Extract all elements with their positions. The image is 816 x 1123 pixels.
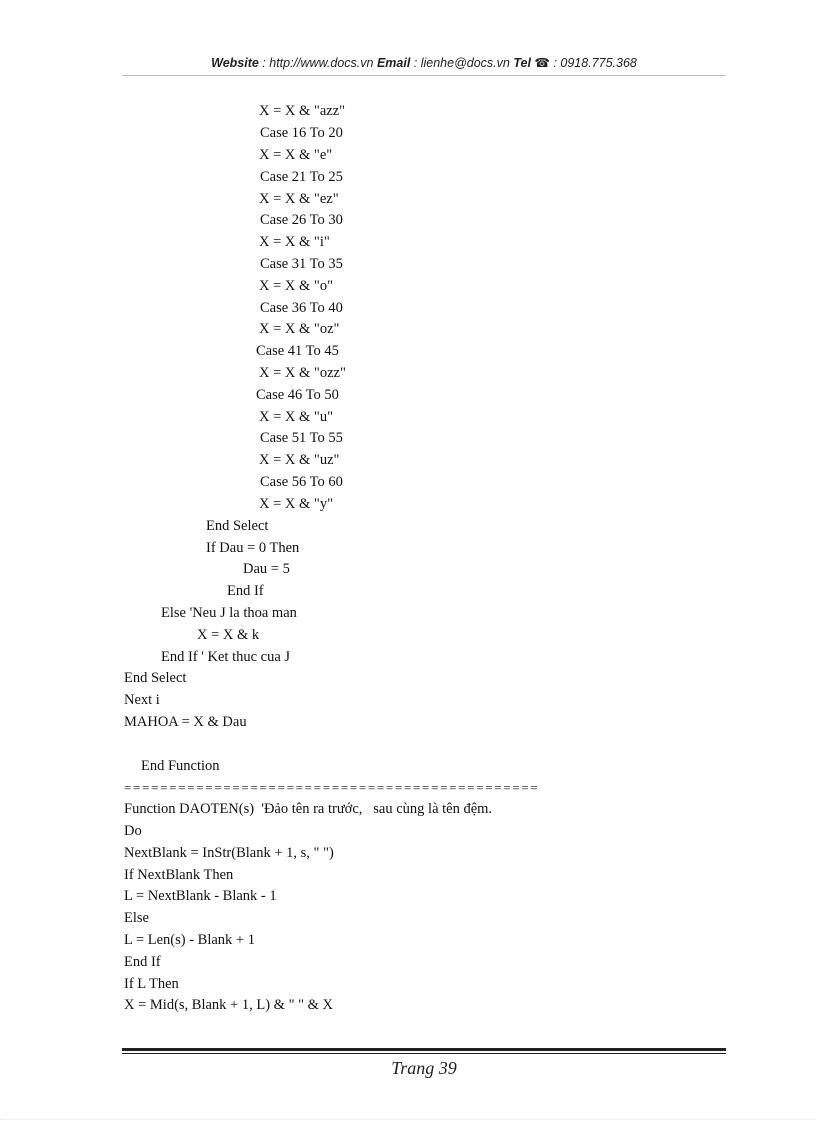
code-line: NextBlank = InStr(Blank + 1, s, " ") <box>124 845 334 861</box>
footer-divider-thick <box>122 1048 726 1051</box>
code-line: End Select <box>124 670 187 686</box>
code-line: X = X & "ez" <box>259 191 339 207</box>
code-line: Case 16 To 20 <box>260 125 343 141</box>
code-line: If L Then <box>124 976 179 992</box>
code-line: Case 31 To 35 <box>260 256 343 272</box>
code-line: End Function <box>141 758 220 774</box>
code-line: End If ' Ket thuc cua J <box>161 649 291 665</box>
header-divider <box>122 75 726 76</box>
code-line: X = X & "azz" <box>259 103 346 119</box>
code-line: Case 26 To 30 <box>260 212 343 228</box>
separator-line: ============================================== <box>124 780 540 795</box>
code-line: End If <box>227 583 264 599</box>
code-line: Case 46 To 50 <box>256 387 339 403</box>
code-line: L = NextBlank - Blank - 1 <box>124 888 277 904</box>
code-line: Case 41 To 45 <box>256 343 339 359</box>
code-line: Else 'Neu J la thoa man <box>161 605 297 621</box>
code-line: X = X & "ozz" <box>259 365 346 381</box>
code-line: If NextBlank Then <box>124 867 234 883</box>
code-line: X = X & k <box>197 627 260 643</box>
code-line: L = Len(s) - Blank + 1 <box>124 932 255 948</box>
code-line: Case 56 To 60 <box>260 474 343 490</box>
code-line: MAHOA = X & Dau <box>124 714 247 730</box>
website-label: Website <box>211 56 259 70</box>
code-line: X = X & "uz" <box>259 452 340 468</box>
code-line: X = X & "u" <box>259 409 333 425</box>
code-line: Case 21 To 25 <box>260 169 343 185</box>
code-line: X = X & "e" <box>259 147 333 163</box>
code-line: X = X & "i" <box>259 234 330 250</box>
code-line: Do <box>124 823 142 839</box>
code-line: X = X & "o" <box>259 278 333 294</box>
code-line: Dau = 5 <box>243 561 290 577</box>
page-header <box>122 55 726 70</box>
email-label: Email <box>376 56 411 70</box>
phone-icon: ☎ <box>534 56 550 70</box>
code-line: End If <box>124 954 161 970</box>
code-line: Else <box>124 910 149 926</box>
footer-divider-thin <box>122 1053 726 1054</box>
code-line: Case 51 To 55 <box>260 430 343 446</box>
page-bottom-border <box>0 1119 816 1120</box>
page-number: Trang 39 <box>391 1058 457 1078</box>
code-line: Function DAOTEN(s) 'Đảo tên ra trước, sau cùng là tên đệm. <box>124 801 493 817</box>
code-line: X = X & "oz" <box>259 321 340 337</box>
code-line: Case 36 To 40 <box>260 300 343 316</box>
code-line: X = Mid(s, Blank + 1, L) & " " & X <box>124 997 334 1013</box>
code-line: End Select <box>206 518 269 534</box>
tel-label: Tel <box>513 56 535 70</box>
email-value: : lienhe@docs.vn <box>410 56 514 70</box>
tel-value: : 0918.775.368 <box>549 56 637 70</box>
code-line: Next i <box>124 692 160 708</box>
website-value: : http://www.docs.vn <box>258 56 377 70</box>
code-line: X = X & "y" <box>259 496 333 512</box>
code-line: If Dau = 0 Then <box>206 540 300 556</box>
